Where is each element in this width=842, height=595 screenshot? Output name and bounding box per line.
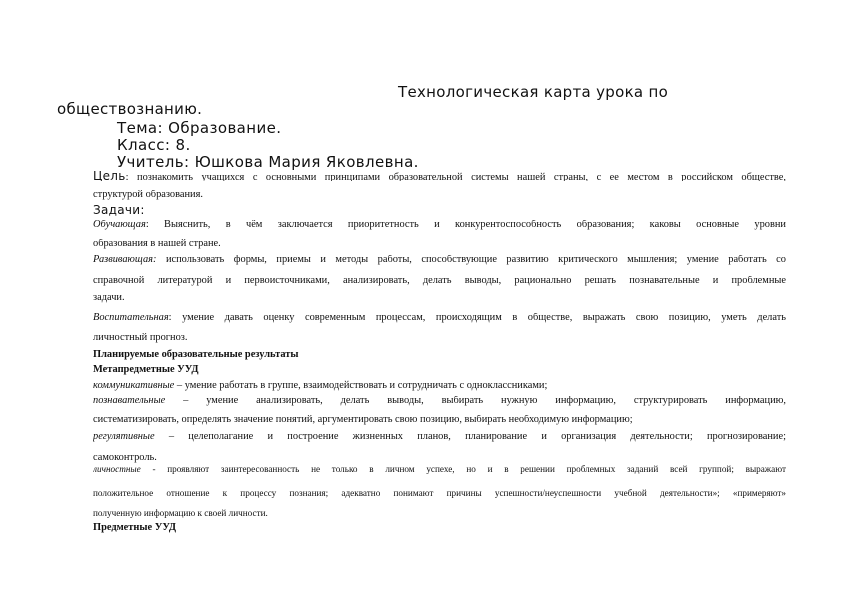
cognitive-text-1: – умение анализировать, делать выводы, выбирать нужную информацию, структурировать информацию,	[165, 396, 786, 406]
educational-paragraph	[93, 313, 786, 344]
developing-paragraph	[93, 255, 786, 304]
developing-label: Развивающая:	[93, 255, 157, 265]
lesson-teacher: Учитель: Юшкова Мария Яковлевна.	[117, 153, 419, 171]
title-line-1: Технологическая карта урока по	[398, 83, 669, 101]
educational-text-1: : умение давать оценку современным процессам, происходящим в обществе, выражать свою позицию, уметь делать	[168, 313, 786, 323]
meta-uud-heading	[93, 364, 199, 375]
regulatory-row-2: самоконтроль.	[93, 453, 157, 463]
goal-text-1: : познакомить учащихся с основными принципами образовательной системы нашей страны, с ее местом в российском обществе,	[125, 172, 786, 181]
planned-results-text: Планируемые образовательные результаты	[93, 349, 299, 360]
goal-row-1	[93, 170, 786, 181]
educational-row-2: личностный прогноз.	[93, 333, 188, 343]
cognitive-row-2: систематизировать, определять значение понятий, аргументировать свою позицию, выбирать необходимую информацию;	[93, 415, 633, 425]
subject-uud-heading	[93, 522, 176, 533]
personal-paragraph	[93, 465, 786, 520]
communicative-text: – умение работать в группе, взаимодействовать и сотрудничать с одноклассниками;	[174, 380, 548, 391]
personal-row-2: положительное отношение к процессу познания; адекватно понимают причины успешности/неуспешности учебной деятельности»; «примеряют»	[93, 489, 786, 498]
regulatory-paragraph	[93, 432, 786, 464]
personal-row-3: полученную информацию к своей личности.	[93, 509, 268, 518]
personal-row-1	[93, 465, 786, 476]
personal-text-1: - проявляют заинтересованность не только в личном успехе, но и в решении проблемных заданий всей группой; выражают	[140, 465, 786, 474]
developing-text-1: использовать формы, приемы и методы работы, способствующие развитию критического мышления; умение работать со	[156, 255, 786, 265]
cognitive-label: познавательные	[93, 396, 166, 406]
lesson-topic: Тема: Образование.	[117, 119, 282, 137]
title-line-2: обществознанию.	[57, 100, 203, 118]
cognitive-row-1	[93, 396, 786, 407]
teaching-label: Обучающая	[93, 220, 146, 230]
tasks-label: Задачи:	[93, 203, 145, 217]
goal-row-2: структурой образования.	[93, 190, 203, 200]
regulatory-label: регулятивные	[93, 432, 155, 442]
cognitive-paragraph	[93, 396, 786, 426]
regulatory-row-1	[93, 432, 786, 443]
teaching-row-1	[93, 220, 786, 231]
teaching-row-2: образования в нашей стране.	[93, 239, 221, 249]
personal-label: личностные	[93, 465, 141, 474]
teaching-paragraph	[93, 220, 786, 250]
goal-label: Цель	[93, 170, 126, 181]
developing-row-3: задачи.	[93, 293, 125, 303]
planned-results-heading	[93, 349, 299, 360]
subject-uud-text: Предметные УУД	[93, 522, 177, 533]
educational-label: Воспитательная	[93, 313, 169, 323]
educational-row-1	[93, 313, 786, 324]
communicative-label: коммуникативные	[93, 380, 175, 391]
meta-uud-text: Метапредметные УУД	[93, 364, 199, 375]
lesson-class: Класс: 8.	[117, 136, 191, 154]
communicative-line	[93, 380, 547, 391]
goal-paragraph	[93, 170, 786, 201]
teaching-text-1: : Выяснить, в чём заключается приоритетность и конкурентоспособность образования; каковы основные уровни	[145, 220, 786, 230]
regulatory-text-1: – целеполагание и построение жизненных планов, планирование и организация деятельности; прогнозирование;	[154, 432, 786, 442]
developing-row-1	[93, 255, 786, 266]
developing-row-2: справочной литературой и первоисточниками, анализировать, делать выводы, рационально решать познавательные и проблемные	[93, 276, 786, 286]
